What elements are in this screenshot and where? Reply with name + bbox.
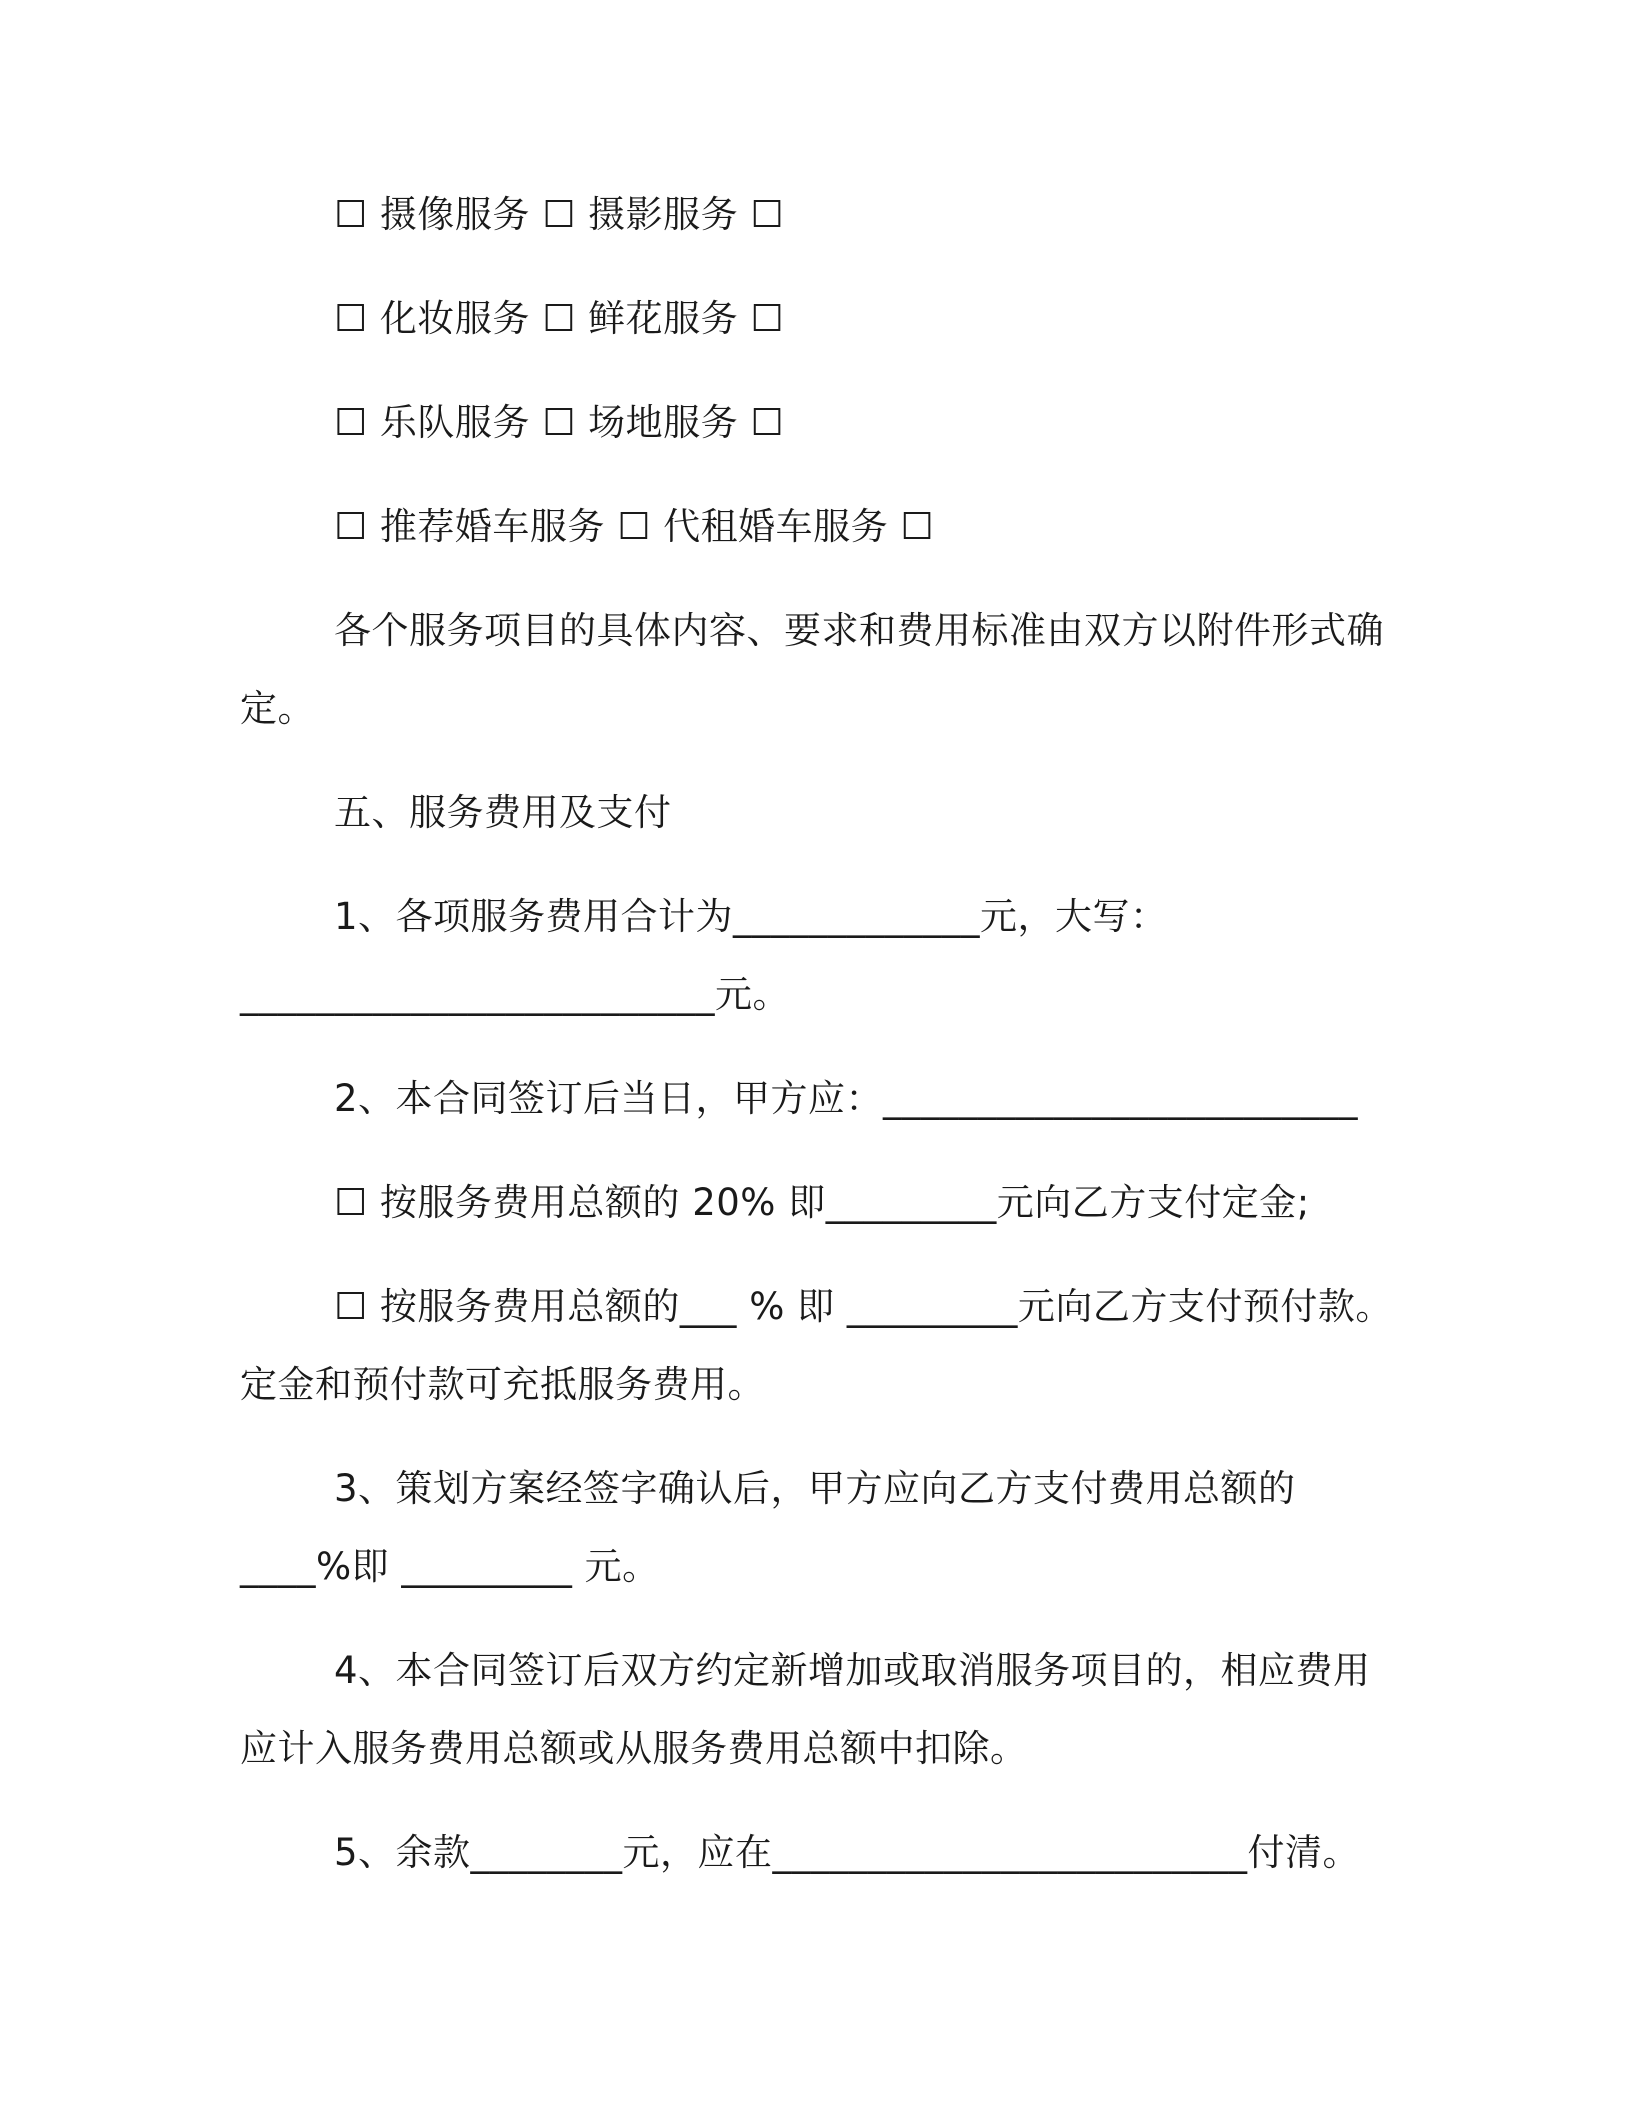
clause-5-line: 5、余款________元，应在_________________________付清。 [334, 1831, 1361, 1874]
attachment-note-line-2: 定。 [240, 687, 315, 730]
clause-3-line-2: ____%即 _________ 元。 [240, 1545, 660, 1588]
service-options-row-4: ☐ 推荐婚车服务 ☐ 代租婚车服务 ☐ [334, 505, 935, 548]
service-options-row-3: ☐ 乐队服务 ☐ 场地服务 ☐ [334, 401, 785, 444]
service-options-row-1: ☐ 摄像服务 ☐ 摄影服务 ☐ [334, 193, 785, 236]
clause-1-line-1: 1、各项服务费用合计为_____________元，大写： [334, 895, 1168, 938]
clause-4-line-1: 4、本合同签订后双方约定新增加或取消服务项目的，相应费用 [334, 1649, 1371, 1692]
attachment-note-line-1: 各个服务项目的具体内容、要求和费用标准由双方以附件形式确 [334, 609, 1384, 652]
clause-4-line-2: 应计入服务费用总额或从服务费用总额中扣除。 [240, 1727, 1028, 1770]
clause-3-line-1: 3、策划方案经签字确认后，甲方应向乙方支付费用总额的 [334, 1467, 1296, 1510]
section-heading: 五、服务费用及支付 [334, 791, 672, 834]
offset-note: 定金和预付款可充抵服务费用。 [240, 1363, 765, 1406]
service-options-row-2: ☐ 化妆服务 ☐ 鲜花服务 ☐ [334, 297, 785, 340]
clause-1-line-2: _________________________元。 [240, 973, 790, 1016]
prepayment-option: ☐ 按服务费用总额的___ % 即 _________元向乙方支付预付款。 [334, 1285, 1393, 1328]
deposit-option: ☐ 按服务费用总额的 20% 即_________元向乙方支付定金; [334, 1181, 1310, 1224]
clause-2-line: 2、本合同签订后当日，甲方应：_________________________ [334, 1077, 1359, 1120]
